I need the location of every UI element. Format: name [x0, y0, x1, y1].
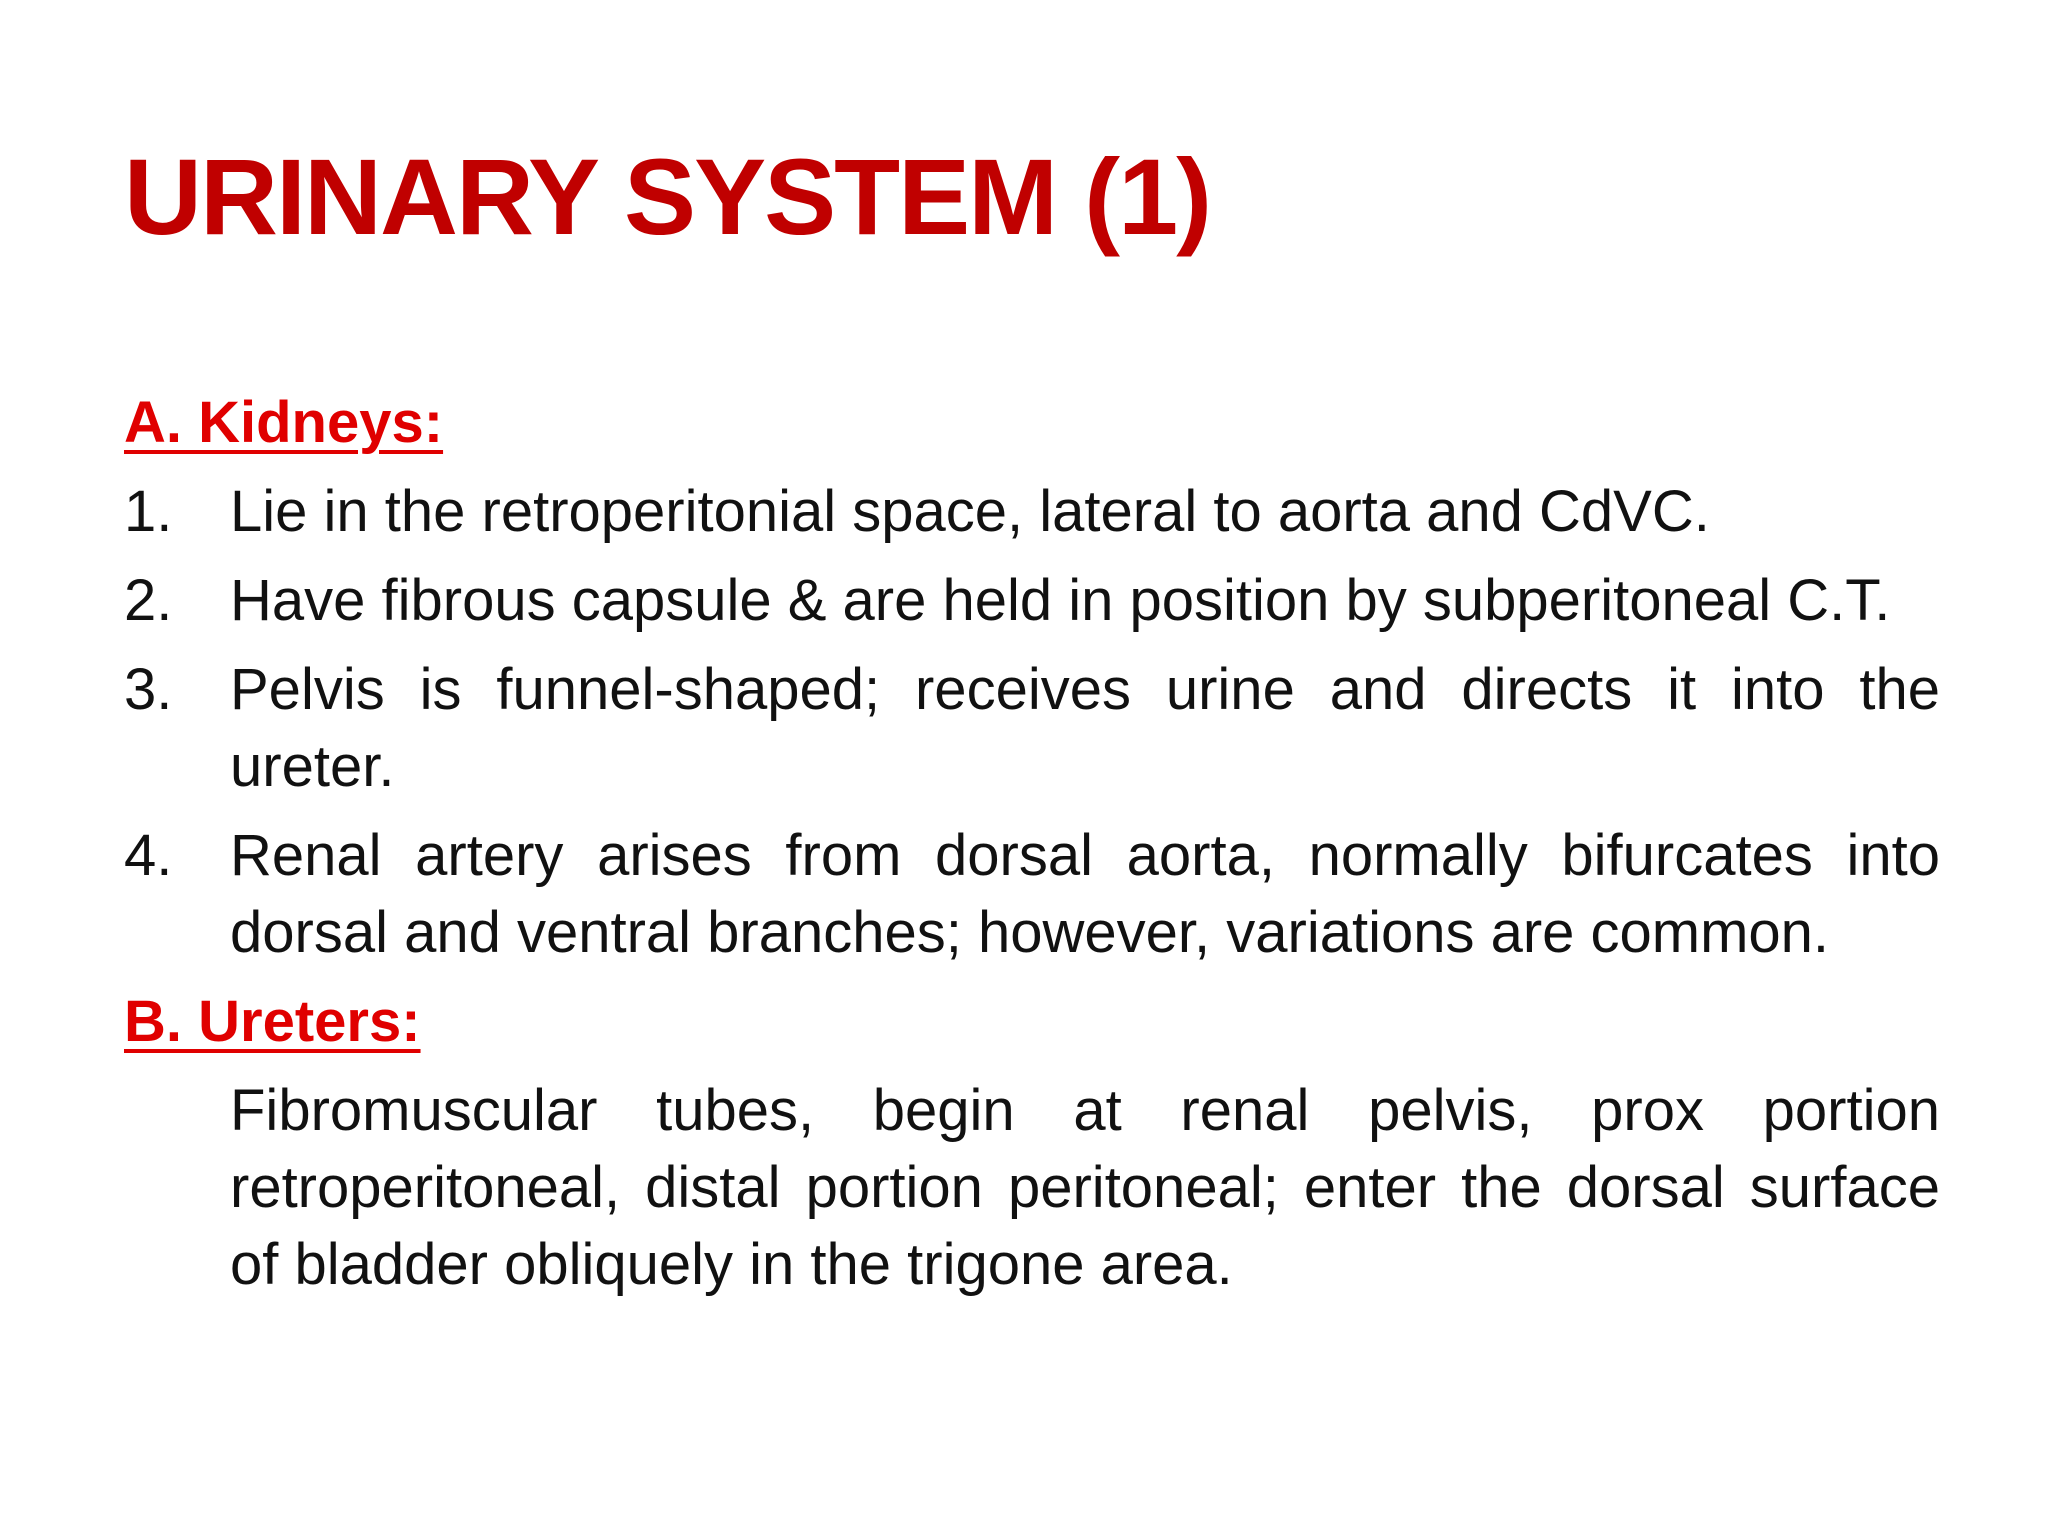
ureters-paragraph: Fibromuscular tubes, begin at renal pelvis, prox portion retroperitoneal, distal portion peritoneal; enter the dorsal surface of bladder obliquely in the trigone area. — [230, 1078, 1940, 1297]
list-item — [124, 817, 1940, 971]
slide-title: URINARY SYSTEM (1) — [124, 136, 1211, 257]
kidneys-list — [124, 473, 1940, 971]
list-item — [124, 651, 1940, 805]
list-item-text: Have fibrous capsule & are held in position by subperitoneal C.T. — [230, 568, 1891, 633]
list-item-number: 2. — [124, 568, 173, 633]
section-heading-kidneys: A. Kidneys: — [124, 390, 444, 455]
list-item-text: Pelvis is funnel-shaped; receives urine and directs it into the ureter. — [230, 657, 1940, 799]
section-heading-ureters: B. Ureters: — [124, 989, 421, 1054]
list-item-number: 4. — [124, 823, 173, 888]
list-item-text: Lie in the retroperitonial space, lateral to aorta and CdVC. — [230, 479, 1710, 544]
list-item — [124, 473, 1940, 550]
list-item-text: Renal artery arises from dorsal aorta, normally bifurcates into dorsal and ventral branches; however, variations are common. — [230, 823, 1940, 965]
slide-content — [124, 384, 1940, 1303]
list-item — [124, 562, 1940, 639]
list-item-number: 3. — [124, 657, 173, 722]
list-item-number: 1. — [124, 479, 173, 544]
